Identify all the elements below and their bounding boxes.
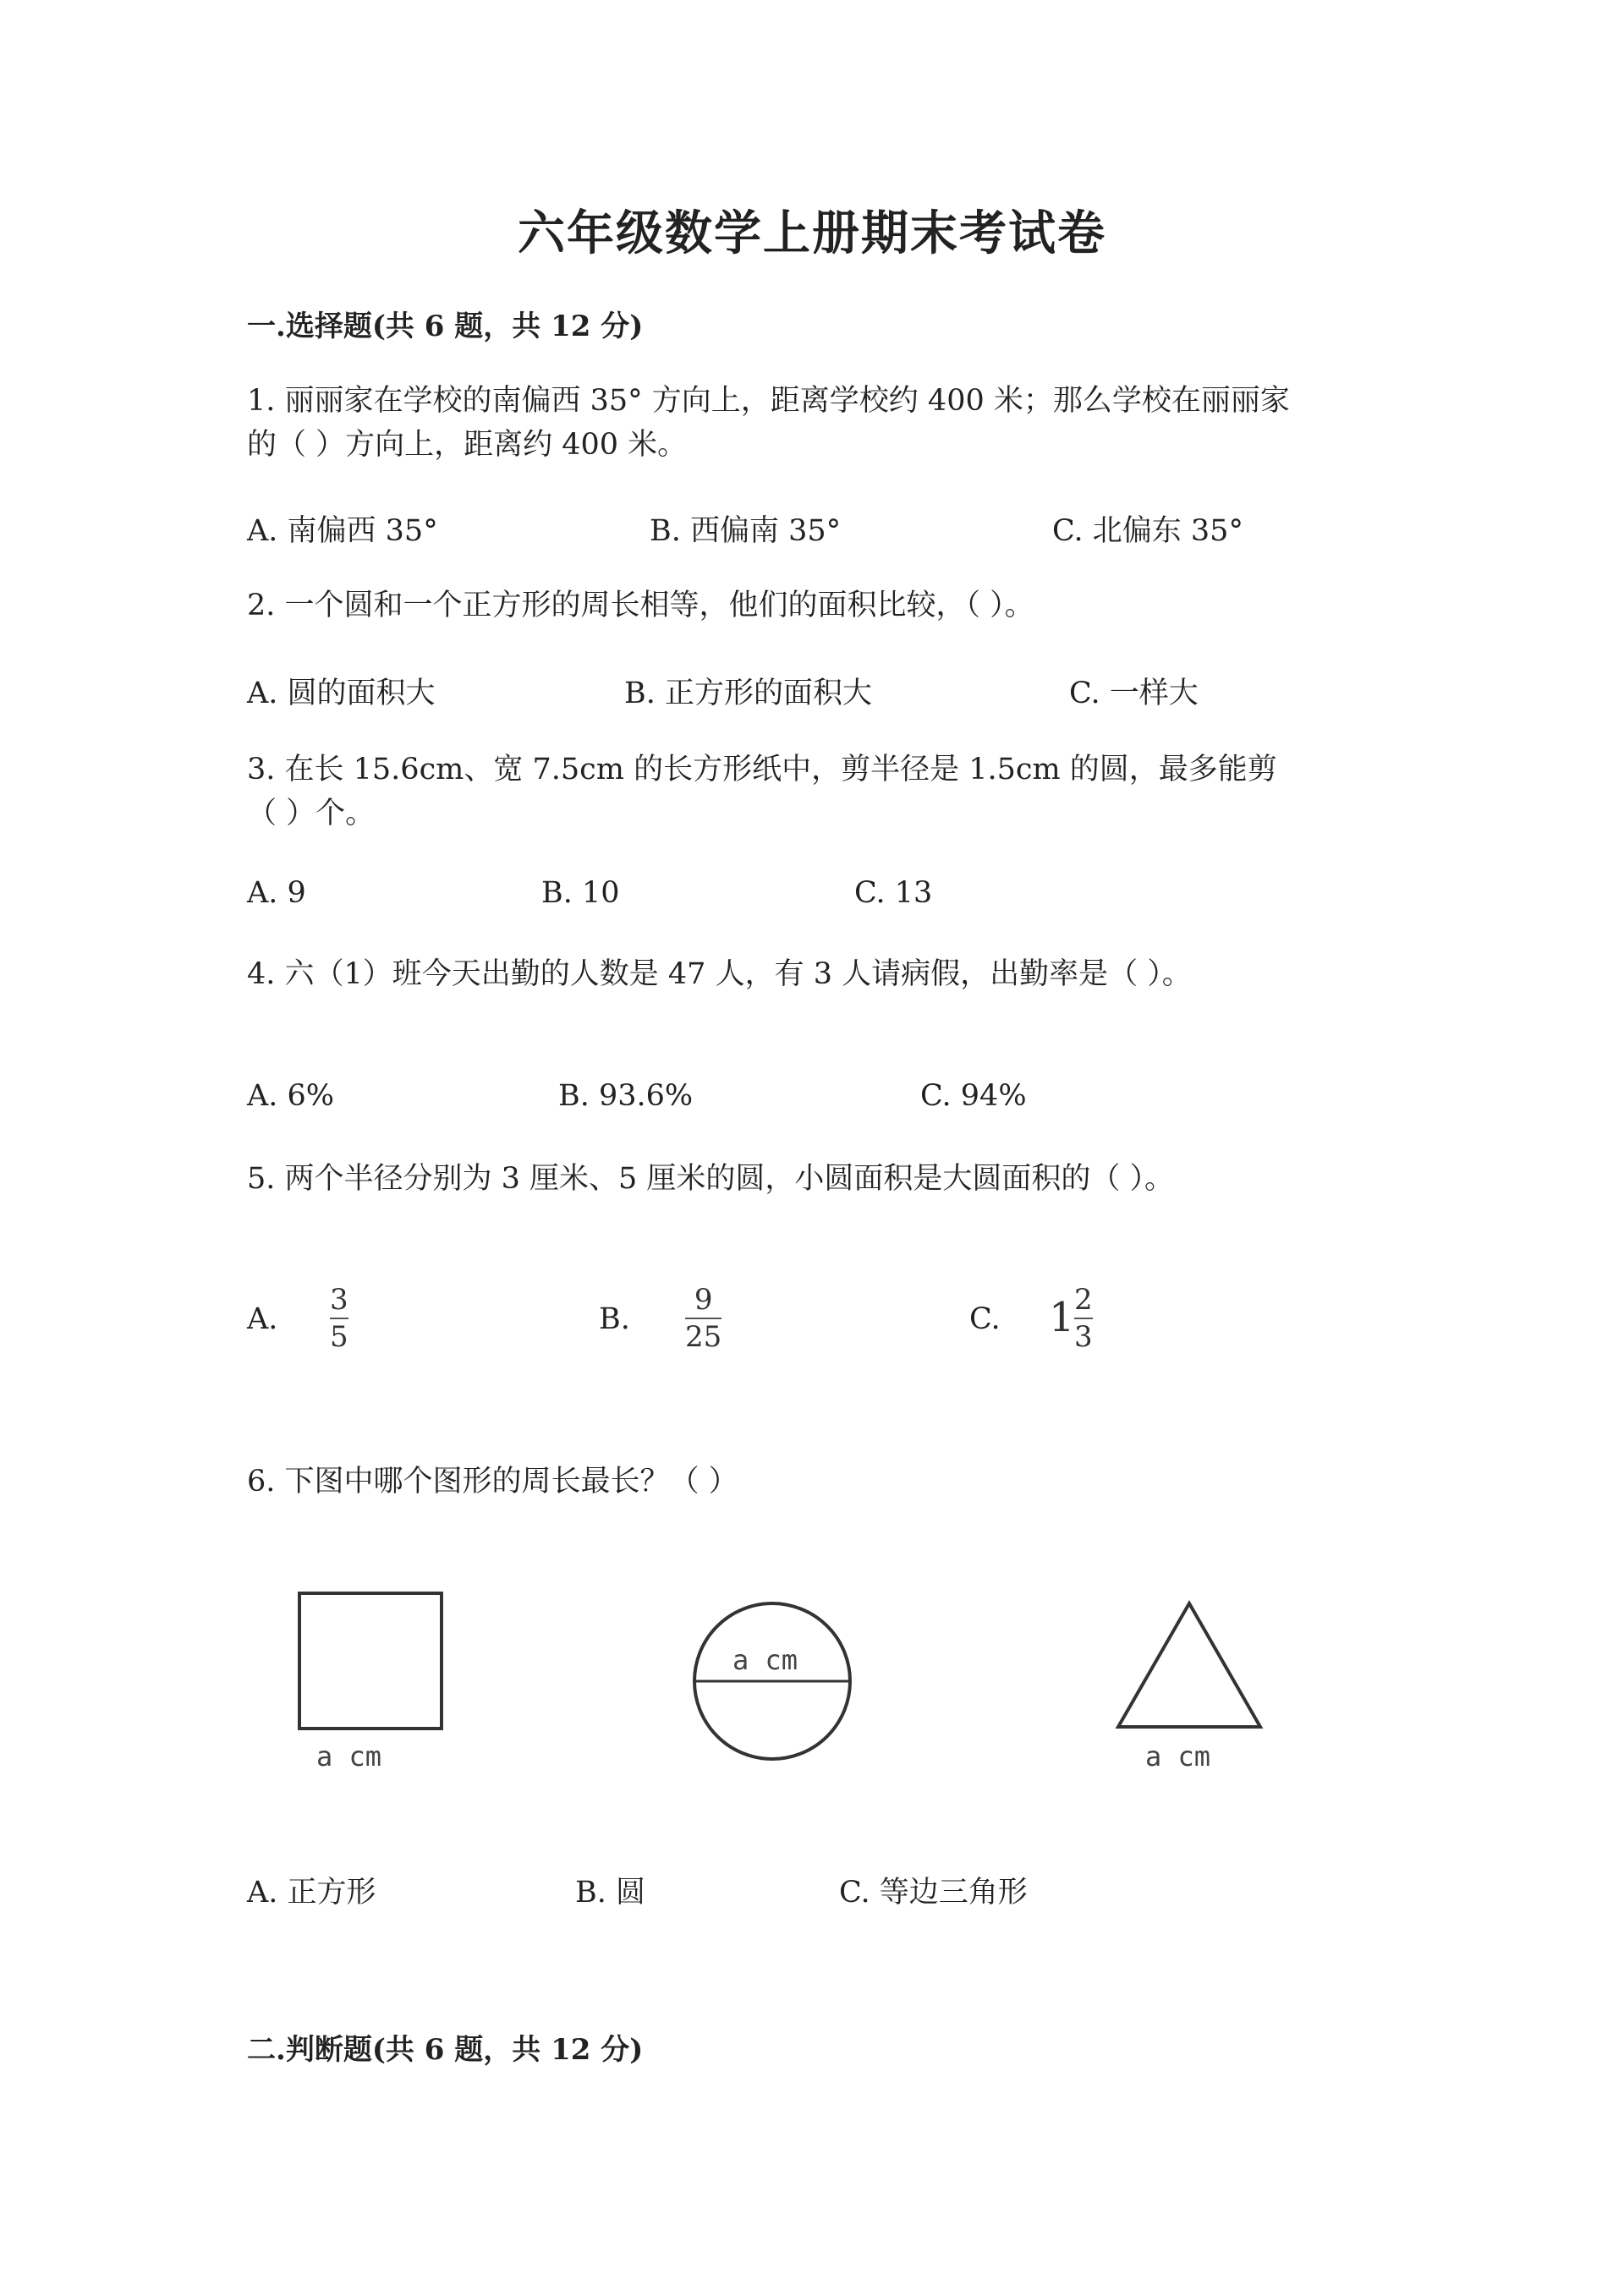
- question-2-option-a: A. 圆的面积大: [247, 677, 436, 710]
- question-3-option-b: B. 10: [541, 876, 620, 910]
- square-shape: [299, 1593, 442, 1729]
- question-2-line-1: 2. 一个圆和一个正方形的周长相等，他们的面积比较，（ ）。: [247, 589, 1034, 622]
- triangle-side-label: a cm: [1145, 1740, 1211, 1773]
- question-1-line-1: 1. 丽丽家在学校的南偏西 35° 方向上，距离学校约 400 米；那么学校在丽丽家: [247, 384, 1290, 418]
- question-1-option-c: C. 北偏东 35°: [1052, 514, 1243, 548]
- question-2-option-b: B. 正方形的面积大: [624, 677, 872, 710]
- question-5-option-b-label: B.: [599, 1302, 630, 1336]
- question-1-line-2: 的（ ）方向上，距离约 400 米。: [247, 428, 688, 462]
- square-side-label: a cm: [316, 1740, 382, 1773]
- fraction-numerator: 3: [330, 1283, 348, 1317]
- fraction-numerator: 9: [694, 1283, 713, 1317]
- fraction-denominator: 5: [330, 1320, 348, 1354]
- page-title: 六年级数学上册期末考试卷: [518, 205, 1106, 261]
- fraction-denominator: 25: [685, 1320, 722, 1354]
- triangle-shape: [1118, 1603, 1260, 1727]
- question-4-option-b: B. 93.6%: [558, 1079, 694, 1113]
- question-5-line-1: 5. 两个半径分别为 3 厘米、5 厘米的圆，小圆面积是大圆面积的（ ）。: [247, 1162, 1175, 1196]
- question-2-option-c: C. 一样大: [1069, 677, 1199, 710]
- question-3-line-2: （ ）个。: [247, 797, 376, 830]
- question-6-option-a: A. 正方形: [247, 1876, 376, 1910]
- question-1-option-a: A. 南偏西 35°: [247, 514, 438, 548]
- question-3-line-1: 3. 在长 15.6cm、宽 7.5cm 的长方形纸中，剪半径是 1.5cm 的圆，最多能剪: [247, 753, 1277, 786]
- question-6-option-b: B. 圆: [575, 1876, 645, 1910]
- section-heading-judgment: 二.判断题(共 6 题，共 12 分): [247, 2033, 644, 2067]
- question-4-option-a: A. 6%: [247, 1079, 335, 1113]
- question-5-option-c-label: C.: [969, 1302, 1001, 1336]
- question-4-option-c: C. 94%: [920, 1079, 1027, 1113]
- question-4-line-1: 4. 六（1）班今天出勤的人数是 47 人，有 3 人请病假，出勤率是（ ）。: [247, 957, 1192, 991]
- question-3-option-c: C. 13: [854, 876, 933, 910]
- section-heading-choice: 一.选择题(共 6 题，共 12 分): [247, 310, 644, 343]
- question-6-line-1: 6. 下图中哪个图形的周长最长？（ ）: [247, 1465, 738, 1499]
- question-5-option-c-whole: 1: [1049, 1294, 1075, 1341]
- question-1-option-b: B. 西偏南 35°: [650, 514, 842, 548]
- question-3-option-a: A. 9: [247, 876, 306, 910]
- fraction-denominator: 3: [1074, 1320, 1093, 1354]
- question-6-option-c: C. 等边三角形: [839, 1876, 1028, 1910]
- question-5-option-a-label: A.: [247, 1302, 278, 1336]
- fraction-numerator: 2: [1074, 1283, 1093, 1317]
- circle-diameter-label: a cm: [732, 1644, 798, 1676]
